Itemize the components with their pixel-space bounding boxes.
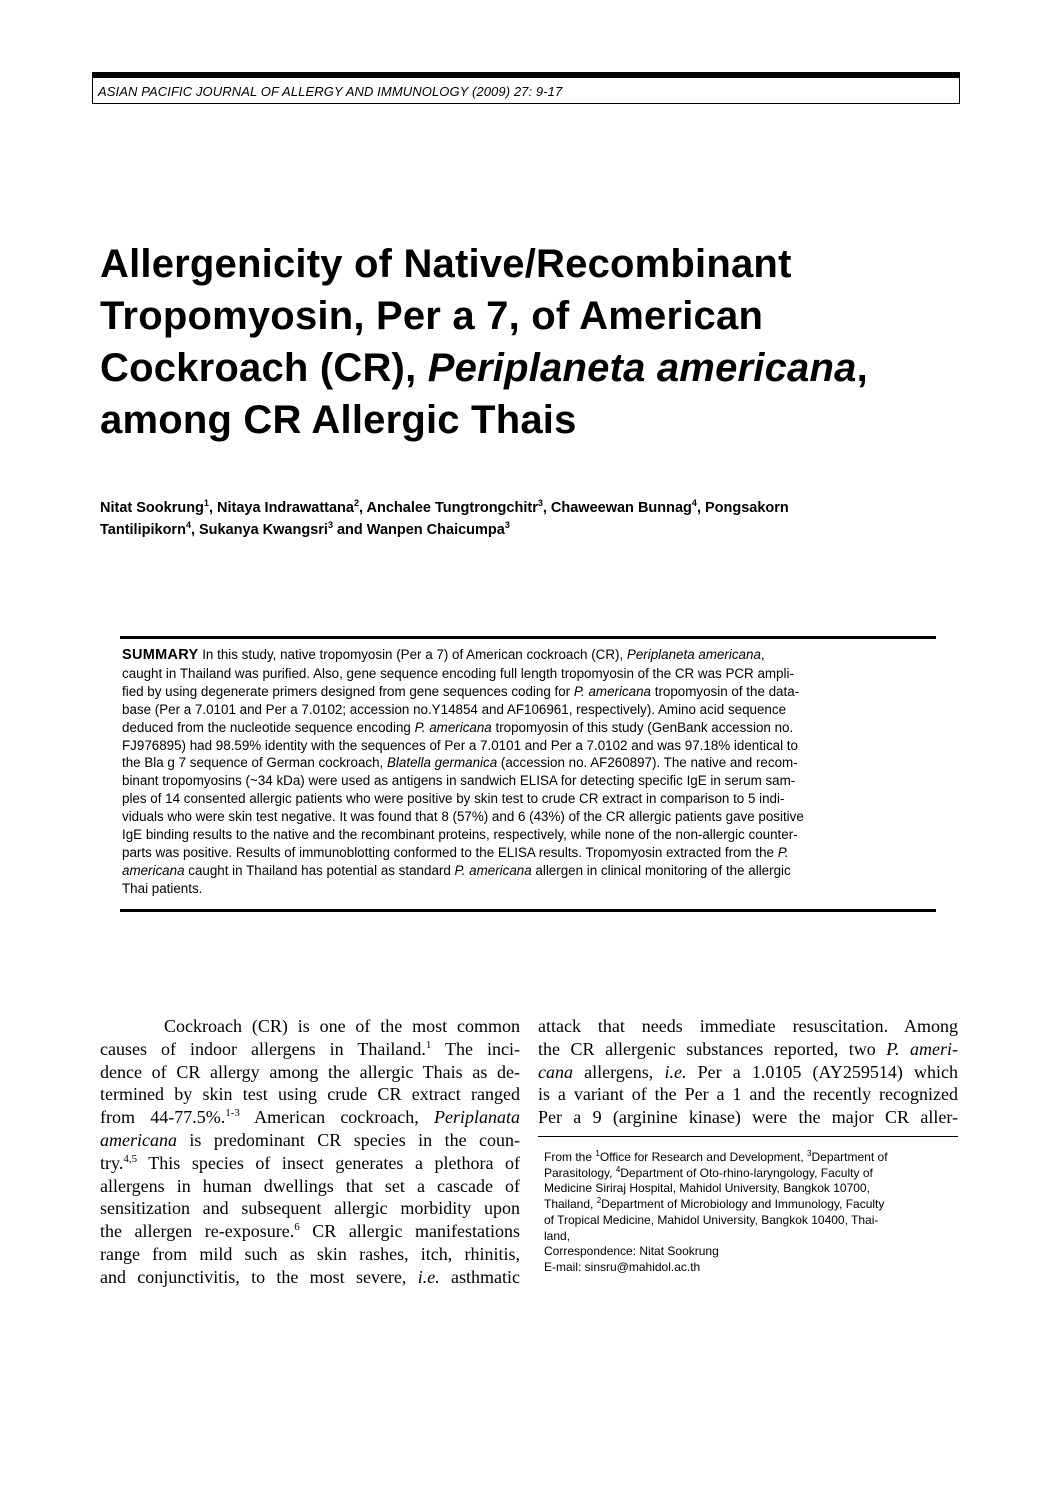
summary-italic: americana <box>122 862 185 878</box>
author-name: , Nitaya Indrawattana <box>208 500 354 516</box>
summary-label: SUMMARY <box>122 647 199 663</box>
footnote-rule <box>538 1136 958 1137</box>
affiliation-mark: 2 <box>596 1196 602 1206</box>
footnote-text: From the <box>544 1150 596 1164</box>
body-line: attack that needs immediate resuscitation. Among <box>538 1016 958 1036</box>
author-name: and Wanpen Chaicumpa <box>332 522 505 538</box>
body-text: CR allergic manifestations <box>299 1221 520 1242</box>
summary-top-rule <box>120 636 936 639</box>
summary-text: deduced from the nucleotide sequence encoding <box>122 719 415 735</box>
summary-line <box>122 683 938 701</box>
body-text: is predominant CR species in the coun- <box>176 1129 520 1150</box>
body-text: allergens, <box>573 1061 665 1082</box>
body-text: and conjunctivitis, to the most severe, <box>100 1266 418 1287</box>
body-text: causes of indoor allergens in Thailand. <box>100 1038 426 1059</box>
affiliation-mark: 3 <box>504 520 510 531</box>
footnote-text: Thailand, <box>544 1197 597 1212</box>
summary-bottom-rule <box>120 909 936 912</box>
footnote-text: Department of Oto-rhino-laryngology, Faculty of <box>620 1165 873 1180</box>
author-name: Nitat Sookrung <box>100 500 204 516</box>
summary-text: tropomyosin of this study (GenBank accession no. <box>491 719 794 735</box>
summary-line <box>122 719 938 737</box>
body-line <box>100 1038 520 1061</box>
body-line: dence of CR allergy among the allergic Thais as de- <box>100 1061 520 1082</box>
summary-text: , <box>760 647 765 662</box>
body-column-right <box>538 1015 958 1129</box>
footnote-line: land, <box>544 1228 571 1243</box>
body-line: sensitization and subsequent allergic morbidity upon <box>100 1198 520 1219</box>
summary-line: Thai patients. <box>122 880 203 896</box>
summary-italic: P. americana <box>573 683 652 699</box>
footnote-line: Medicine Siriraj Hospital, Mahidol University, Bangkok 10700, <box>544 1181 870 1196</box>
affiliation-mark: 3 <box>807 1149 812 1158</box>
summary-text: fied by using degenerate primers designed from gene sequences coding for <box>122 683 574 699</box>
author-name: , Anchalee Tungtrongchitr <box>359 500 538 516</box>
body-line <box>100 1129 520 1152</box>
body-text: the CR allergenic substances reported, two <box>538 1038 887 1059</box>
author-name: , Sukanya Kwangsri <box>190 522 328 538</box>
affiliation-mark: 4 <box>185 520 191 531</box>
summary-line <box>122 646 938 665</box>
citation-mark: 1-3 <box>225 1107 240 1120</box>
author-line <box>100 497 960 519</box>
body-italic: cana <box>538 1061 573 1082</box>
summary-text: parts was positive. Results of immunoblotting conformed to the ELISA results. Tropomyosin extracted from the <box>122 844 778 860</box>
footnote-text: Parasitology, <box>544 1165 616 1180</box>
author-name: , Chaweewan Bunnag <box>542 500 692 516</box>
affiliation-mark: 1 <box>203 498 209 509</box>
summary-line <box>122 754 938 772</box>
body-line: Per a 9 (arginine kinase) were the major CR aller- <box>538 1107 958 1128</box>
body-line: is a variant of the Per a 1 and the recently recognized <box>538 1084 958 1105</box>
summary-line: binant tropomyosins (~34 kDa) were used as antigens in sandwich ELISA for detecting specific IgE in serum sam- <box>122 773 796 789</box>
affiliation-mark: 3 <box>327 520 333 531</box>
footnote-line <box>544 1150 958 1166</box>
summary-text: tropomyosin of the data- <box>651 683 800 699</box>
body-line <box>100 1220 520 1243</box>
body-column-left <box>100 1015 520 1289</box>
affiliation-mark: 1 <box>595 1149 600 1158</box>
title-line: Tropomyosin, Per a 7, of American <box>100 294 764 338</box>
summary-italic: P. americana <box>454 862 532 878</box>
affiliation-mark: 4 <box>691 498 697 509</box>
citation-mark: 1 <box>425 1038 432 1051</box>
body-text: asthmatic <box>439 1266 520 1287</box>
affiliation-footnote <box>544 1150 958 1276</box>
summary-line: FJ976895) had 98.59% identity with the sequences of Per a 7.0101 and Per a 7.0102 and was 97.18% identical to <box>122 737 798 753</box>
title-text: , <box>856 346 868 390</box>
title-line: among CR Allergic Thais <box>100 398 577 442</box>
summary-italic: Periplaneta americana <box>626 647 761 662</box>
body-italic: Periplanata <box>434 1107 521 1128</box>
body-text: try. <box>100 1152 124 1173</box>
summary-text: the Bla g 7 sequence of German cockroach, <box>122 755 387 771</box>
summary-italic: Blatella germanica <box>387 755 498 771</box>
summary-abstract <box>122 646 938 898</box>
summary-line <box>122 862 938 880</box>
body-text: This species of insect generates a plethora of <box>137 1152 520 1173</box>
footnote-text: Department of <box>811 1150 888 1164</box>
body-text: Per a 1.0105 (AY259514) which <box>686 1061 958 1082</box>
summary-line: viduals who were skin test negative. It was found that 8 (57%) and 6 (43%) of the CR allergic patients gave positive <box>122 809 804 825</box>
author-name: Tantilipikorn <box>100 522 186 538</box>
body-line <box>100 1106 520 1129</box>
email-address[interactable]: E-mail: sinsru@mahidol.ac.th <box>544 1259 701 1274</box>
footnote-line <box>544 1197 958 1213</box>
body-italic: i.e. <box>417 1266 440 1287</box>
journal-header-text: ASIAN PACIFIC JOURNAL OF ALLERGY AND IMMUNOLOGY (2009) 27: 9-17 <box>98 84 563 99</box>
title-line: Allergenicity of Native/Recombinant <box>100 242 792 286</box>
author-name: , Pongsakorn <box>696 500 789 516</box>
body-line <box>538 1061 958 1084</box>
body-line: termined by skin test using crude CR extract ranged <box>100 1084 520 1105</box>
summary-text: allergen in clinical monitoring of the allergic <box>531 862 791 878</box>
author-line <box>100 519 960 541</box>
body-italic: i.e. <box>664 1061 687 1082</box>
footnote-text: Department of Microbiology and Immunology, Faculty <box>601 1197 885 1212</box>
citation-mark: 4,5 <box>123 1152 138 1165</box>
summary-line: caught in Thailand was purified. Also, gene sequence encoding full length tropomyosin of the CR was PCR ampli- <box>122 665 794 681</box>
summary-text: In this study, native tropomyosin (Per a 7) of American cockroach (CR), <box>198 647 627 662</box>
footnote-line: of Tropical Medicine, Mahidol University, Bangkok 10400, Thai- <box>544 1212 879 1227</box>
summary-italic: P. <box>777 844 789 860</box>
summary-line: base (Per a 7.0101 and Per a 7.0102; accession no.Y14854 and AF106961, respectively). Amino acid sequence <box>122 701 787 717</box>
body-line: Cockroach (CR) is one of the most common <box>164 1016 520 1036</box>
title-species-italic: Periplaneta americana <box>427 346 857 390</box>
correspondence: Correspondence: Nitat Sookrung <box>544 1244 719 1259</box>
body-line <box>538 1038 958 1061</box>
journal-header <box>92 72 960 104</box>
article-title <box>100 238 1000 446</box>
affiliation-mark: 3 <box>537 498 543 509</box>
body-italic: P. ameri- <box>886 1038 958 1059</box>
body-text: the allergen re-exposure. <box>100 1221 295 1242</box>
summary-text: caught in Thailand has potential as standard <box>184 862 455 878</box>
body-line: allergens in human dwellings that set a cascade of <box>100 1175 520 1196</box>
citation-mark: 6 <box>294 1221 300 1234</box>
author-list <box>100 497 960 541</box>
body-text: American cockroach, <box>239 1107 435 1128</box>
body-line <box>100 1266 520 1289</box>
affiliation-mark: 4 <box>615 1164 621 1174</box>
affiliation-mark: 2 <box>353 498 359 509</box>
body-text: The inci- <box>431 1038 520 1059</box>
summary-italic: P. americana <box>414 719 492 735</box>
summary-line <box>122 844 938 862</box>
body-line <box>100 1152 520 1175</box>
title-line <box>100 342 1000 394</box>
summary-text: (accession no. AF260897). The native and recom- <box>497 755 798 771</box>
body-text: from 44-77.5%. <box>100 1107 226 1128</box>
body-line: range from mild such as skin rashes, itch, rhinitis, <box>100 1243 520 1264</box>
title-text: Cockroach (CR), <box>100 346 428 390</box>
body-italic: americana <box>100 1129 177 1150</box>
footnote-text: Office for Research and Development, <box>599 1150 808 1164</box>
footnote-line <box>544 1166 958 1182</box>
summary-line: ples of 14 consented allergic patients who were positive by skin test to crude CR extract in comparison to 5 indi- <box>122 791 785 807</box>
summary-line: IgE binding results to the native and the recombinant proteins, respectively, while none of the non-allergic counter- <box>122 827 798 843</box>
